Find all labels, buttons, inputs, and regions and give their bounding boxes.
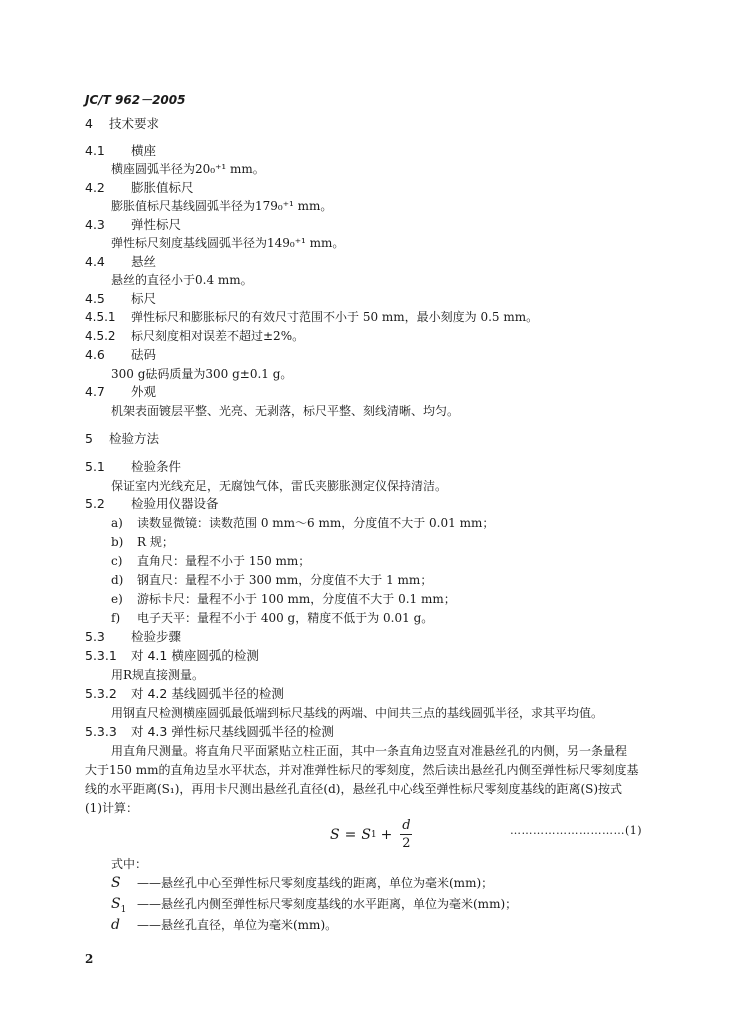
section-5-2-heading: 5.2 检验用仪器设备 [85, 496, 219, 511]
equipment-item: a) 读数显微镜：读数范围 0 mm～6 mm，分度值不大于 0.01 mm； [111, 516, 495, 530]
section-4-2-body: 膨胀值标尺基线圆弧半径为179₀⁺¹ mm。 [111, 199, 333, 213]
section-4-7-body: 机架表面镀层平整、光亮、无剥落，标尺平整、刻线清晰、均匀。 [111, 404, 460, 418]
section-5-3-3-heading: 5.3.3 对 4.3 弹性标尺基线圆弧半径的检测 [85, 724, 334, 739]
equipment-item: e) 游标卡尺：量程不小于 100 mm，分度值不大于 0.1 mm； [111, 592, 456, 606]
section-5-3-heading: 5.3 检验步骤 [85, 629, 182, 644]
section-4-6-heading: 4.6 砝码 [85, 347, 157, 362]
paragraph-line: 大于150 mm的直角边呈水平状态，并对准弹性标尺的零刻度，然后读出悬丝孔内侧至弹性标尺零刻度基 [85, 763, 639, 777]
equation-number: …………………………(1) [510, 824, 643, 837]
equipment-item: d) 钢直尺：量程不小于 300 mm，分度值不大于 1 mm； [111, 573, 433, 587]
section-5-3-2-heading: 5.3.2 对 4.2 基线圆弧半径的检测 [85, 686, 284, 701]
section-4-1-heading: 4.1 横座 [85, 143, 157, 158]
section-4-4-body: 悬丝的直径小于0.4 mm。 [111, 273, 253, 287]
section-4-heading: 4 技术要求 [85, 116, 160, 131]
equipment-item: f) 电子天平：量程不小于 400 g，精度不低于为 0.01 g。 [111, 611, 434, 625]
paragraph-line: (1)计算： [85, 801, 138, 815]
section-4-1-body: 横座圆弧半径为20₀⁺¹ mm。 [111, 162, 265, 176]
section-4-3-body: 弹性标尺刻度基线圆弧半径为149₀⁺¹ mm。 [111, 236, 345, 250]
fraction: $\frac{d}{2}$ [402, 818, 411, 851]
section-4-4-heading: 4.4 悬丝 [85, 254, 157, 269]
standard-code: JC/T 962－2005 [85, 93, 186, 107]
definition-row: S ——悬丝孔中心至弹性标尺零刻度基线的距离，单位为毫米(mm)； [111, 875, 494, 891]
paragraph-line: 用直角尺测量。将直角尺平面紧贴立柱正面，其中一条直角边竖直对准悬丝孔的内侧，另一条量程 [111, 744, 628, 758]
page-number: 2 [85, 952, 94, 966]
formula-1: S = S 1 + $\frac{d}{2}$ [330, 818, 411, 851]
definition-row: $S_1$ ——悬丝孔内侧至弹性标尺零刻度基线的水平距离，单位为毫米(mm)； [111, 896, 518, 915]
fraction-bar [400, 834, 412, 835]
where-label: 式中： [111, 857, 148, 871]
equipment-item: b) R 规； [111, 535, 174, 549]
section-5-3-1-heading: 5.3.1 对 4.1 横座圆弧的检测 [85, 648, 259, 663]
section-4-3-heading: 4.3 弹性标尺 [85, 217, 182, 232]
section-5-1-body: 保证室内光线充足，无腐蚀气体，雷氏夹膨胀测定仪保持清洁。 [111, 479, 448, 493]
section-4-5-1: 4.5.1 弹性标尺和膨胀标尺的有效尺寸范围不小于 50 mm，最小刻度为 0.5 mm。 [85, 310, 539, 324]
equipment-item: c) 直角尺：量程不小于 150 mm； [111, 554, 311, 568]
section-5-1-heading: 5.1 检验条件 [85, 459, 182, 474]
section-5-heading: 5 检验方法 [85, 431, 160, 446]
section-4-7-heading: 4.7 外观 [85, 384, 157, 399]
section-4-5-2: 4.5.2 标尺刻度相对误差不超过±2%。 [85, 329, 305, 343]
section-4-6-body: 300 g砝码质量为300 g±0.1 g。 [111, 367, 293, 381]
section-5-3-2-body: 用钢直尺检测横座圆弧最低端到标尺基线的两端、中间共三点的基线圆弧半径，求其平均值。 [111, 706, 604, 720]
section-4-2-heading: 4.2 膨胀值标尺 [85, 180, 194, 195]
paragraph-line: 线的水平距离(S₁)，再用卡尺测出悬丝孔直径(d)，悬丝孔中心线至弹性标尺零刻度基线的距离(S)按式 [85, 782, 623, 796]
section-4-5-heading: 4.5 标尺 [85, 291, 157, 306]
section-5-3-1-body: 用R规直接测量。 [111, 668, 205, 682]
definition-row: d ——悬丝孔直径，单位为毫米(mm)。 [111, 917, 338, 933]
